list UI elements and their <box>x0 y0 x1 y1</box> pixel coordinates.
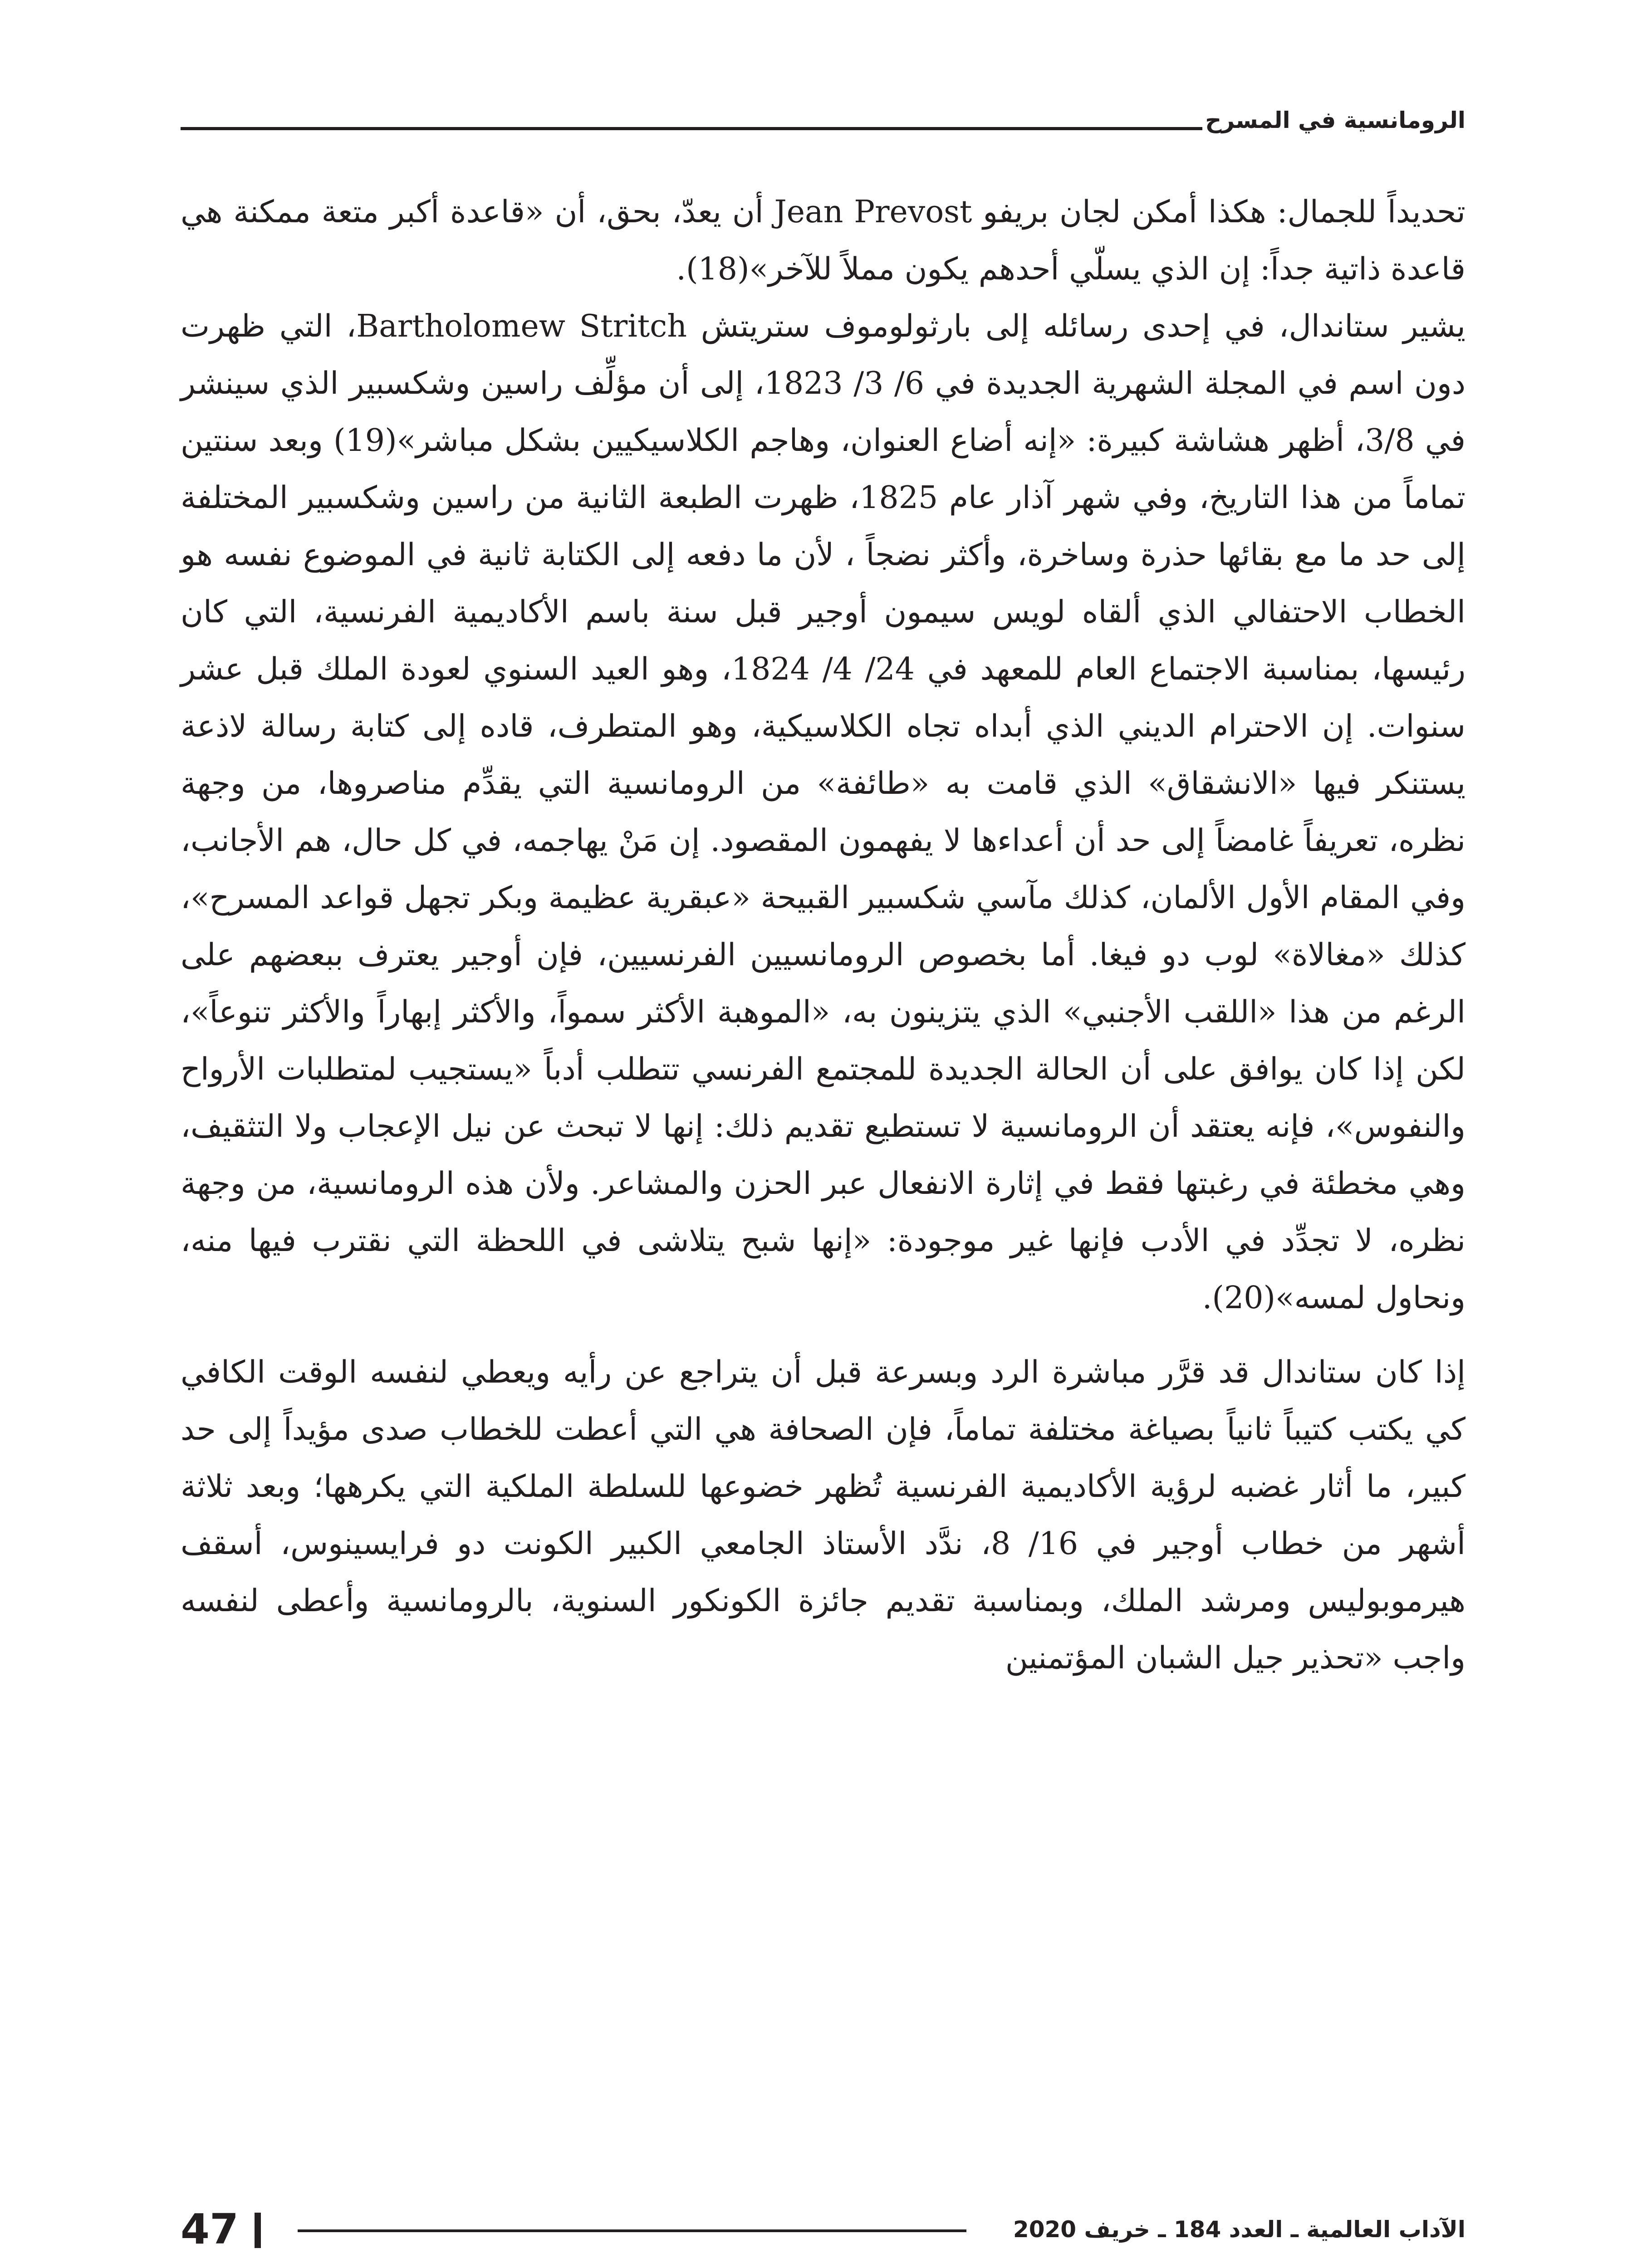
paragraph: تحديداً للجمال: هكذا أمكن لجان بريفو Jean Prevost أن يعدّ، بحق، أن «قاعدة أكبر متعة ممكنة هي قاعدة ذاتية جداً: إن الذي يسلّي أحدهم يكون مملاً للآخر»(18). <box>181 194 1466 287</box>
page-footer <box>181 2204 1466 2254</box>
article-body <box>181 184 1466 1687</box>
header-rule <box>181 127 1202 130</box>
page-number: 47 <box>181 2205 239 2253</box>
running-title: الرومانسية في المسرح <box>1205 107 1466 133</box>
paragraph: إذا كان ستاندال قد قرَّر مباشرة الرد وبسرعة قبل أن يتراجع عن رأيه ويعطي لنفسه الوقت الكافي كي يكتب كتيباً ثانياً بصياغة مختلفة تماماً، فإن الصحافة هي التي أعطت للخطاب صدى مؤيداً إلى حد كبير، ما أثار غضبه لرؤية الأكاديمية الفرنسية تُظهر خضوعها للسلطة الملكية التي يكرهها؛ وبعد ثلاثة أشهر من خطاب أوجير في 16/ 8، ندَّد الأستاذ الجامعي الكبير الكونت دو فرايسينوس، أسقف هيرموبوليس ومرشد الملك، وبمناسبة تقديم جائزة الكونكور السنوية، بالرومانسية وأعطى لنفسه واجب «تحذير جيل الشبان المؤتمنين <box>181 1354 1466 1676</box>
page-header <box>181 104 1466 141</box>
page-number-separator <box>255 2213 261 2248</box>
paragraph: يشير ستاندال، في إحدى رسائله إلى بارثولوموف ستريتش Bartholomew Stritch، التي ظهرت دون اسم في المجلة الشهرية الجديدة في 6/ 3/ 1823، إلى أن مؤلِّف راسين وشكسبير الذي سينشر في 3/8، أظهر هشاشة كبيرة: «إنه أضاع العنوان، وهاجم الكلاسيكيين بشكل مباشر»(19) وبعد سنتين تماماً من هذا التاريخ، وفي شهر آذار عام 1825، ظهرت الطبعة الثانية من راسين وشكسبير المختلفة إلى حد ما مع بقائها حذرة وساخرة، وأكثر نضجاً ، لأن ما دفعه إلى الكتابة ثانية في الموضوع نفسه هو الخطاب الاحتفالي الذي ألقاه لويس سيمون أوجير قبل سنة باسم الأكاديمية الفرنسية، التي كان رئيسها، بمناسبة الاجتماع العام للمعهد في 24/ 4/ 1824، وهو العيد السنوي لعودة الملك قبل عشر سنوات. إن الاحترام الديني الذي أبداه تجاه الكلاسيكية، وهو المتطرف، قاده إلى كتابة رسالة لاذعة يستنكر فيها «الانشقاق» الذي قامت به «طائفة» من الرومانسية التي يقدِّم مناصروها، من وجهة نظره، تعريفاً غامضاً إلى حد أن أعداءها لا يفهمون المقصود. إن مَنْ يهاجمه، في كل حال، هم الأجانب، وفي المقام الأول الألمان، كذلك مآسي شكسبير القبيحة «عبقرية عظيمة وبكر تجهل قواعد المسرح»، كذلك «مغالاة» لوب دو فيغا. أما بخصوص الرومانسيين الفرنسيين، فإن أوجير يعترف ببعضهم على الرغم من هذا «اللقب الأجنبي» الذي يتزينون به، «الموهبة الأكثر سمواً، والأكثر إبهاراً والأكثر تنوعاً»، لكن إذا كان يوافق على أن الحالة الجديدة للمجتمع الفرنسي تتطلب أدباً «يستجيب لمتطلبات الأرواح والنفوس»، فإنه يعتقد أن الرومانسية لا تستطيع تقديم ذلك: إنها لا تبحث عن نيل الإعجاب ولا التثقيف، وهي مخطئة في رغبتها فقط في إثارة الانفعال عبر الحزن والمشاعر. ولأن هذه الرومانسية، من وجهة نظره، لا تجدِّد في الأدب فإنها غير موجودة: «إنها شبح يتلاشى في اللحظة التي نقترب فيها منه، ونحاول لمسه»(20). <box>181 308 1466 1316</box>
footer-rule <box>298 2229 966 2232</box>
issue-line: الآداب العالمية ـ العدد 184 ـ خريف 2020 <box>1013 2216 1466 2243</box>
